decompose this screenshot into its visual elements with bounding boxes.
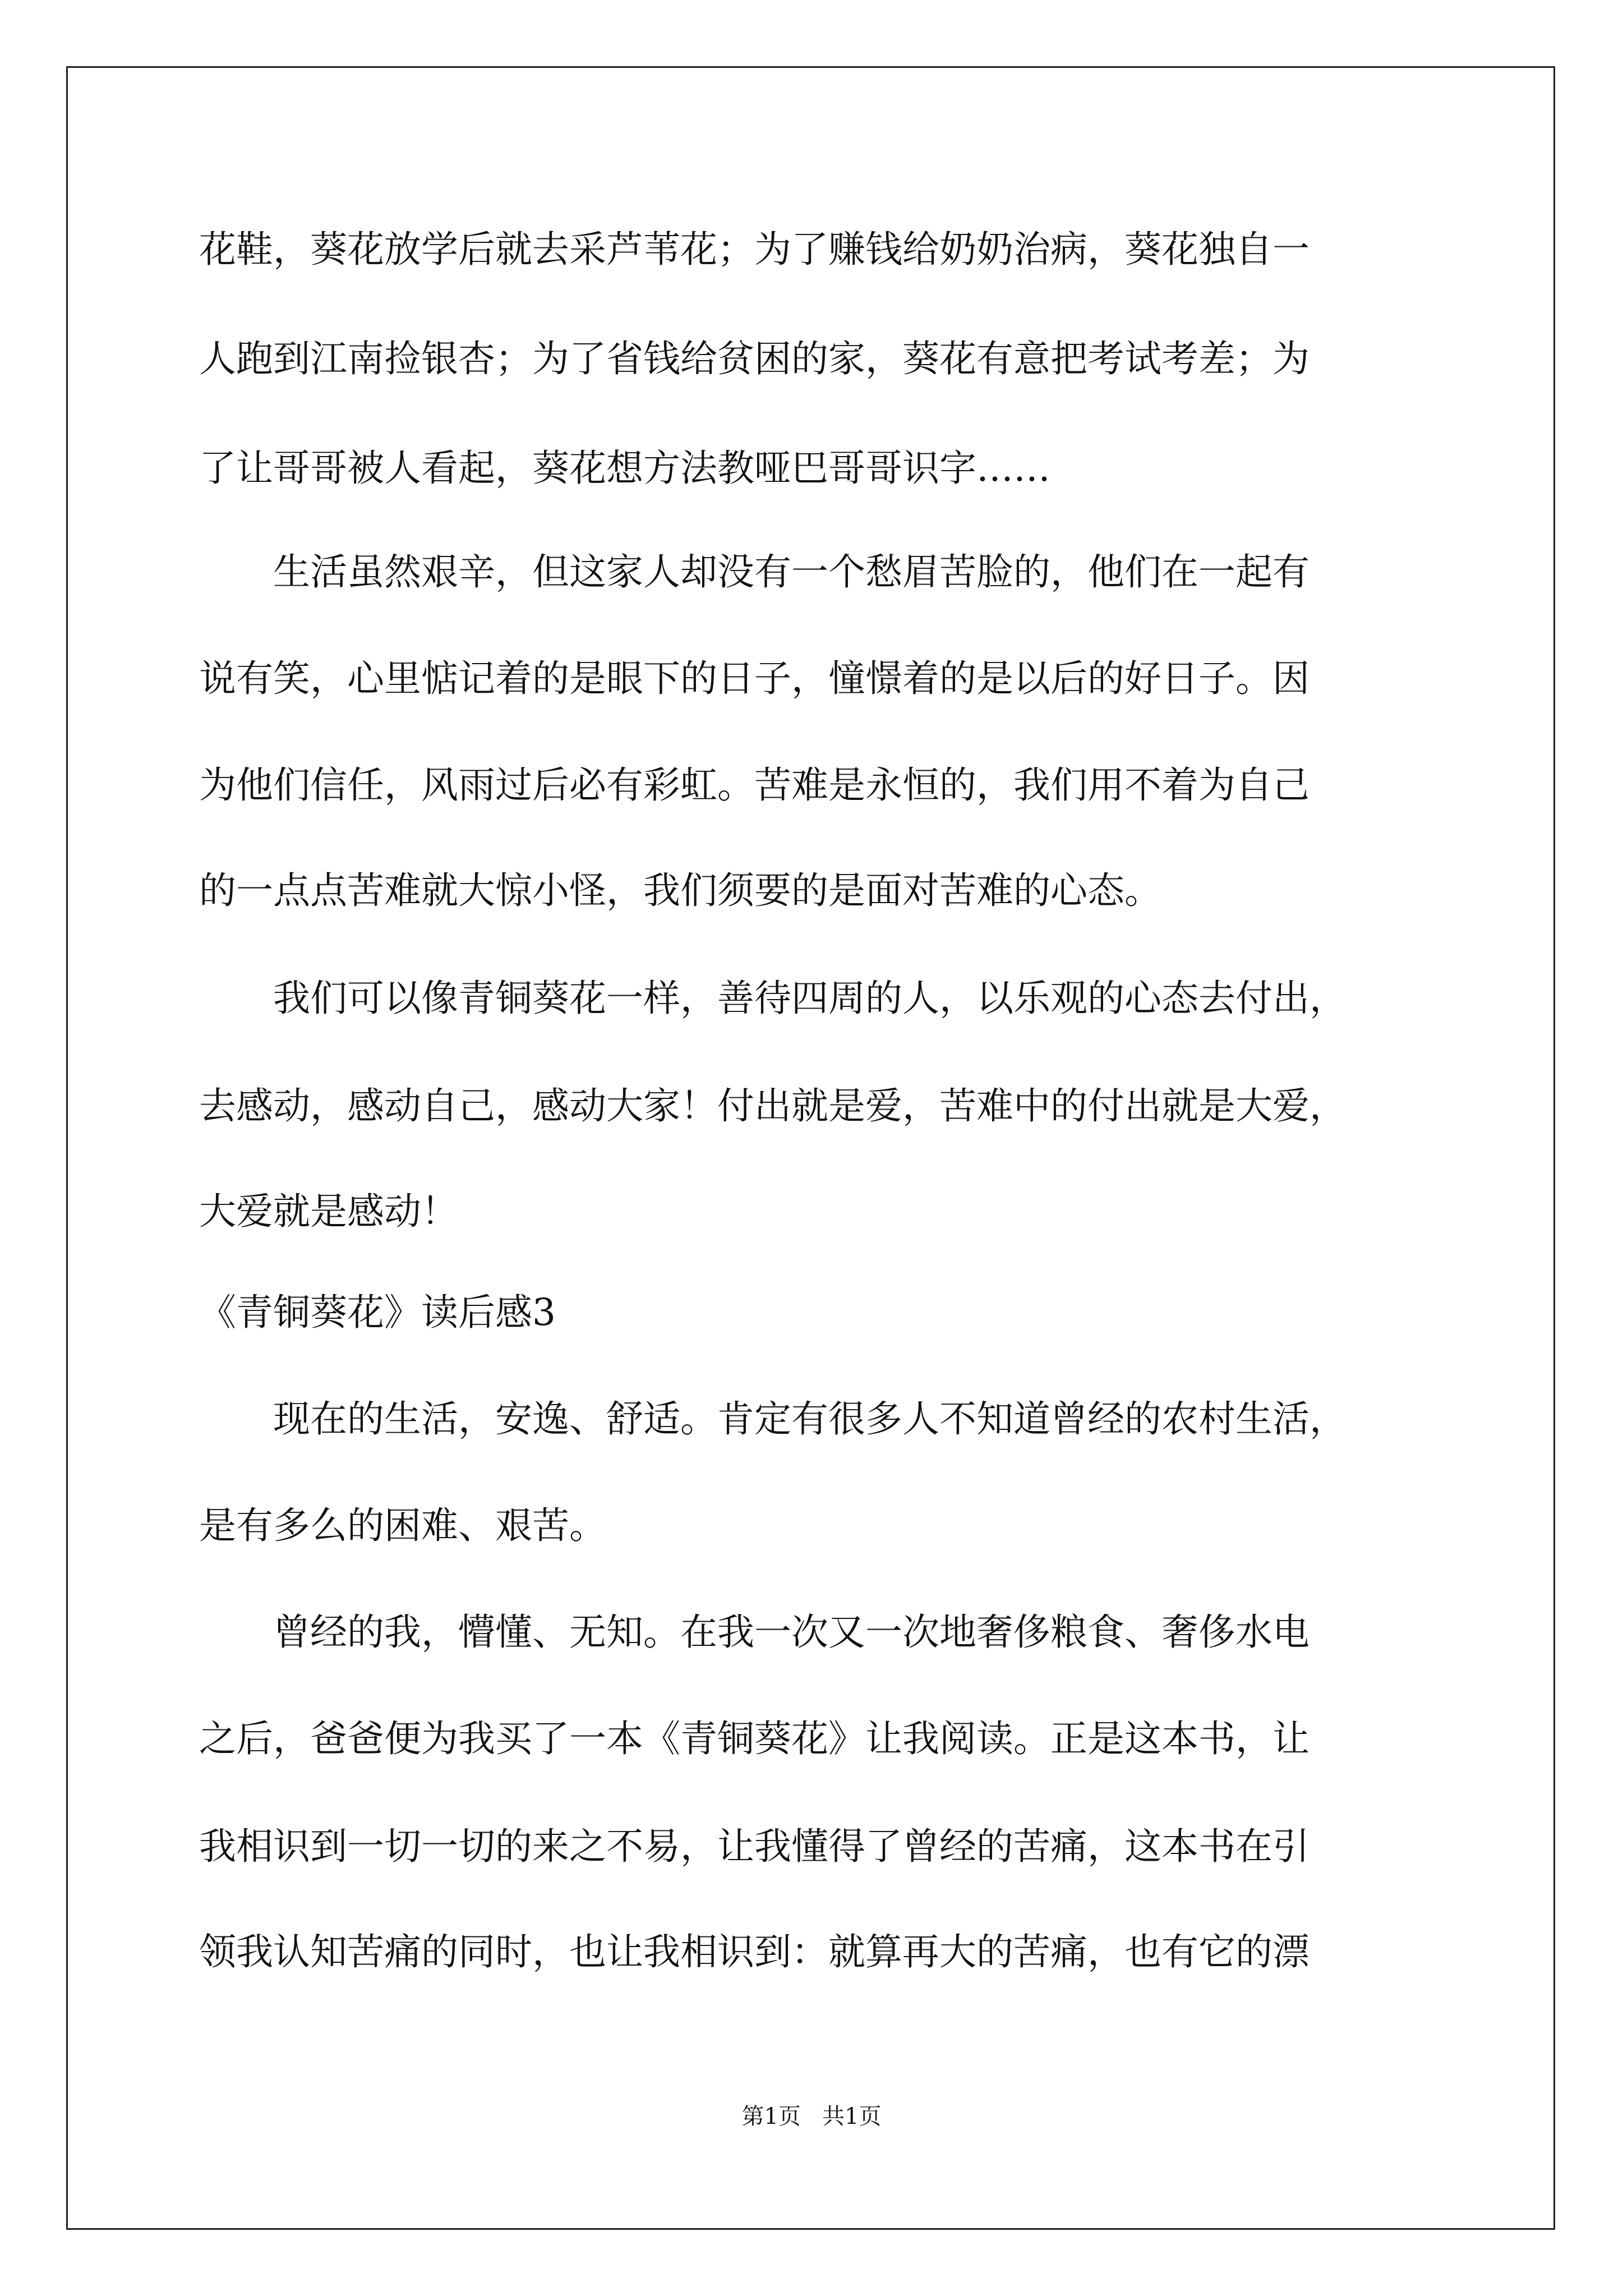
section-heading: 《青铜葵花》读后感3 xyxy=(199,1291,556,1334)
body-line-5: 说有笑，心里惦记着的是眼下的日子，憧憬着的是以后的好日子。因 xyxy=(199,657,1310,700)
body-line-7: 的一点点苦难就大惊小怪，我们须要的是面对苦难的心态。 xyxy=(199,869,1161,912)
body-line-14: 之后，爸爸便为我买了一本《青铜葵花》让我阅读。正是这本书，让 xyxy=(199,1717,1310,1760)
page-number: 第1页 共1页 xyxy=(741,2104,882,2129)
body-line-15: 我相识到一切一切的来之不易，让我懂得了曾经的苦痛，这本书在引 xyxy=(199,1825,1310,1868)
body-line-11: 现在的生活，安逸、舒适。肯定有很多人不知道曾经的农村生活， xyxy=(199,1397,1347,1441)
body-line-2: 人跑到江南捡银杏；为了省钱给贫困的家，葵花有意把考试考差；为 xyxy=(199,337,1310,380)
body-line-12: 是有多么的困难、艰苦。 xyxy=(199,1504,606,1547)
body-line-1: 花鞋，葵花放学后就去采芦苇花；为了赚钱给奶奶治病，葵花独自一 xyxy=(199,228,1310,271)
page-border xyxy=(66,66,1555,2230)
body-line-6: 为他们信任，风雨过后必有彩虹。苦难是永恒的，我们用不着为自己 xyxy=(199,763,1310,807)
body-line-16: 领我认知苦痛的同时，也让我相识到：就算再大的苦痛，也有它的漂 xyxy=(199,1930,1310,1973)
body-line-8: 我们可以像青铜葵花一样，善待四周的人，以乐观的心态去付出， xyxy=(199,977,1347,1020)
body-line-10: 大爱就是感动！ xyxy=(199,1190,458,1233)
body-line-3: 了让哥哥被人看起，葵花想方法教哑巴哥哥识字…… xyxy=(199,447,1050,490)
page-footer xyxy=(0,2102,1623,2131)
body-line-4: 生活虽然艰辛，但这家人却没有一个愁眉苦脸的，他们在一起有 xyxy=(199,550,1310,593)
body-line-13: 曾经的我，懵懂、无知。在我一次又一次地奢侈粮食、奢侈水电 xyxy=(199,1611,1310,1654)
body-line-9: 去感动，感动自己，感动大家！付出就是爱，苦难中的付出就是大爱， xyxy=(199,1084,1347,1128)
